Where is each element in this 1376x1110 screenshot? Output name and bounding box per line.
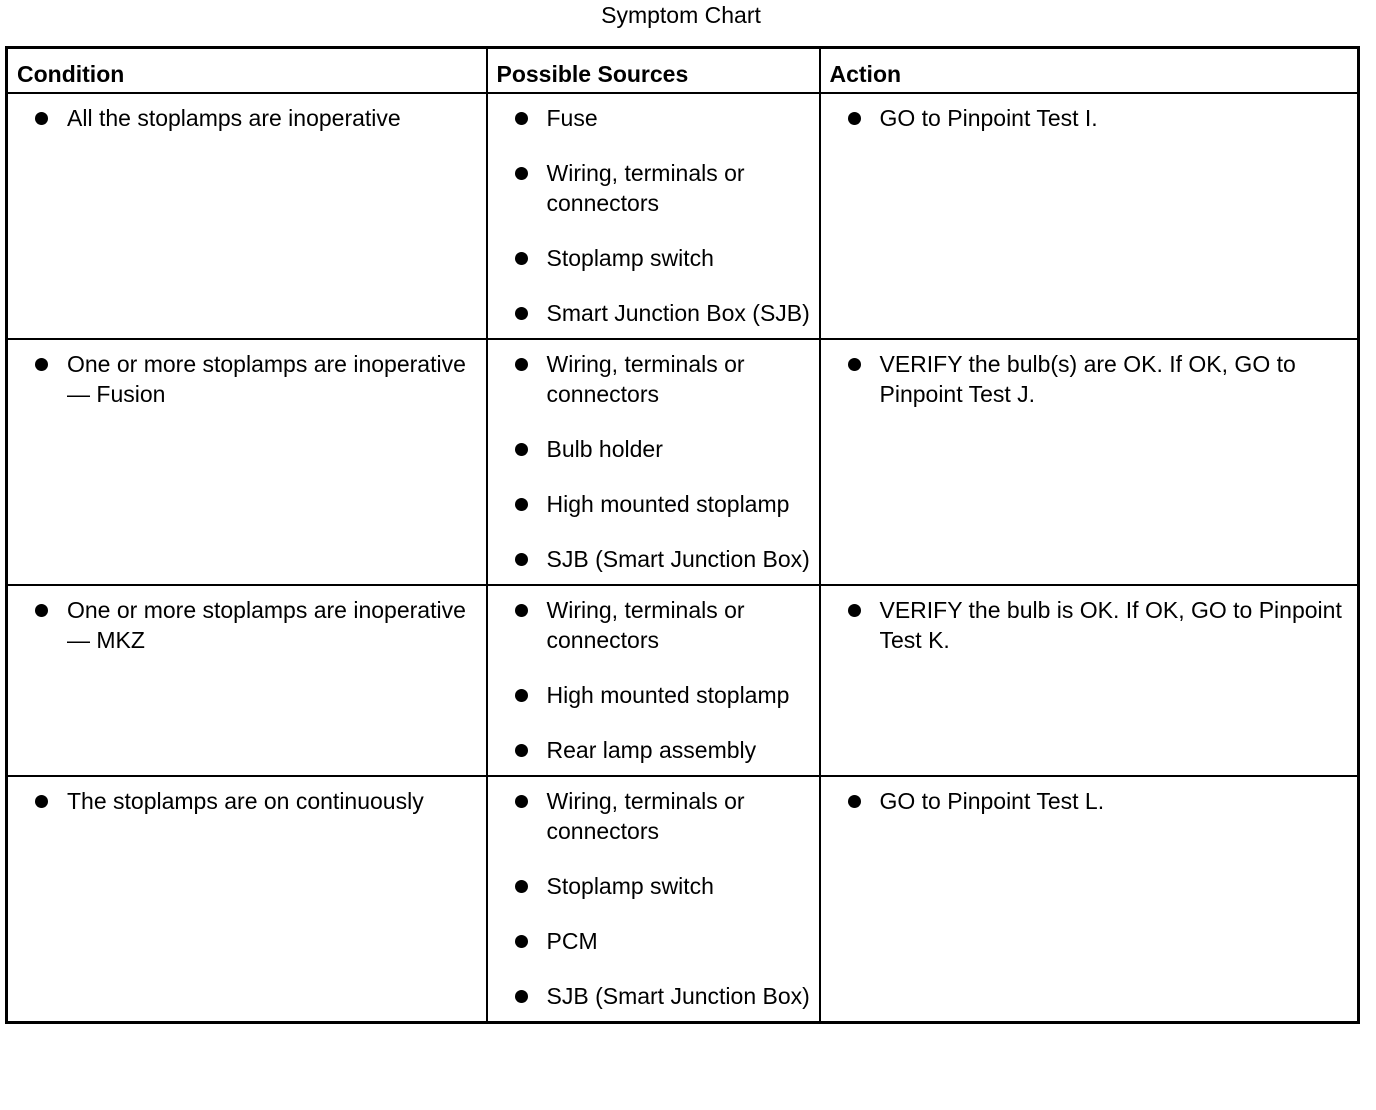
list-item-text: SJB (Smart Junction Box) [546, 545, 810, 572]
list-item [845, 103, 1350, 133]
list-item-text: The stoplamps are on continuously [67, 787, 424, 814]
bullet-icon [515, 443, 528, 456]
bullet-list [512, 595, 811, 765]
table-row [7, 339, 1359, 585]
list-item [512, 298, 811, 328]
bullet-list [845, 349, 1350, 409]
bullet-list [512, 103, 811, 328]
condition-cell [7, 776, 487, 1023]
bullet-icon [35, 358, 48, 371]
header-condition: Condition [7, 48, 487, 93]
list-item [32, 103, 478, 133]
bullet-icon [515, 880, 528, 893]
bullet-icon [35, 604, 48, 617]
list-item-text: Rear lamp assembly [546, 736, 757, 763]
bullet-icon [515, 604, 528, 617]
bullet-icon [848, 795, 861, 808]
action-cell [820, 585, 1359, 776]
list-item-text: GO to Pinpoint Test I. [879, 104, 1098, 131]
list-item-text: High mounted stoplamp [546, 490, 790, 517]
bullet-icon [515, 744, 528, 757]
bullet-list [845, 595, 1350, 655]
bullet-list [512, 349, 811, 574]
list-item-text: All the stoplamps are inoperative [67, 104, 401, 131]
header-row [7, 48, 1359, 93]
list-item-text: VERIFY the bulb is OK. If OK, GO to Pinpoint Test K. [879, 596, 1342, 653]
list-item-text: One or more stoplamps are inoperative— Fusion [67, 350, 466, 407]
list-item [512, 595, 811, 655]
list-item [512, 434, 811, 464]
bullet-icon [515, 358, 528, 371]
bullet-list [32, 786, 478, 816]
bullet-icon [848, 358, 861, 371]
bullet-list [32, 349, 478, 409]
list-item-text: High mounted stoplamp [546, 681, 790, 708]
list-item [512, 981, 811, 1011]
list-item [512, 786, 811, 846]
list-item-text: Smart Junction Box (SJB) [546, 299, 810, 326]
list-item [512, 544, 811, 574]
possible-sources-cell [487, 585, 820, 776]
list-item-text: Wiring, terminals or connectors [546, 787, 745, 844]
list-item-text: Wiring, terminals or connectors [546, 159, 745, 216]
bullet-list [845, 103, 1350, 133]
bullet-icon [515, 689, 528, 702]
bullet-icon [515, 553, 528, 566]
condition-cell [7, 339, 487, 585]
bullet-list [845, 786, 1350, 816]
list-item-text: SJB (Smart Junction Box) [546, 982, 810, 1009]
bullet-icon [35, 795, 48, 808]
bullet-icon [515, 990, 528, 1003]
bullet-icon [515, 167, 528, 180]
action-cell [820, 776, 1359, 1023]
bullet-icon [515, 112, 528, 125]
list-item-text: Wiring, terminals or connectors [546, 596, 745, 653]
list-item [32, 349, 478, 409]
list-item [845, 349, 1350, 409]
table-row [7, 776, 1359, 1023]
list-item-text: VERIFY the bulb(s) are OK. If OK, GO to Pinpoint Test J. [879, 350, 1296, 407]
bullet-icon [515, 252, 528, 265]
list-item [845, 595, 1350, 655]
bullet-icon [515, 795, 528, 808]
bullet-icon [515, 498, 528, 511]
action-cell [820, 339, 1359, 585]
table-body [7, 93, 1359, 1023]
list-item [512, 158, 811, 218]
header-action: Action [820, 48, 1359, 93]
action-cell [820, 93, 1359, 339]
bullet-list [512, 786, 811, 1011]
chart-title: Symptom Chart [601, 2, 761, 28]
list-item [32, 786, 478, 816]
possible-sources-cell [487, 93, 820, 339]
list-item [512, 680, 811, 710]
list-item [512, 871, 811, 901]
condition-cell [7, 93, 487, 339]
bullet-icon [515, 307, 528, 320]
list-item-text: Stoplamp switch [546, 872, 714, 899]
header-possible-sources: Possible Sources [487, 48, 820, 93]
list-item-text: Fuse [546, 104, 598, 131]
list-item [512, 735, 811, 765]
condition-cell [7, 585, 487, 776]
list-item-text: Stoplamp switch [546, 244, 714, 271]
bullet-list [32, 595, 478, 655]
bullet-icon [35, 112, 48, 125]
list-item [32, 595, 478, 655]
list-item [845, 786, 1350, 816]
list-item [512, 103, 811, 133]
list-item-text: Wiring, terminals or connectors [546, 350, 745, 407]
list-item-text: PCM [546, 927, 598, 954]
bullet-icon [848, 604, 861, 617]
possible-sources-cell [487, 339, 820, 585]
list-item [512, 349, 811, 409]
bullet-icon [515, 935, 528, 948]
list-item [512, 243, 811, 273]
list-item [512, 489, 811, 519]
bullet-list [32, 103, 478, 133]
list-item-text: Bulb holder [546, 435, 663, 462]
possible-sources-cell [487, 776, 820, 1023]
list-item-text: One or more stoplamps are inoperative— MKZ [67, 596, 466, 653]
bullet-icon [848, 112, 861, 125]
list-item [512, 926, 811, 956]
list-item-text: GO to Pinpoint Test L. [879, 787, 1105, 814]
symptom-table [5, 46, 1360, 1024]
table-row [7, 93, 1359, 339]
table-row [7, 585, 1359, 776]
